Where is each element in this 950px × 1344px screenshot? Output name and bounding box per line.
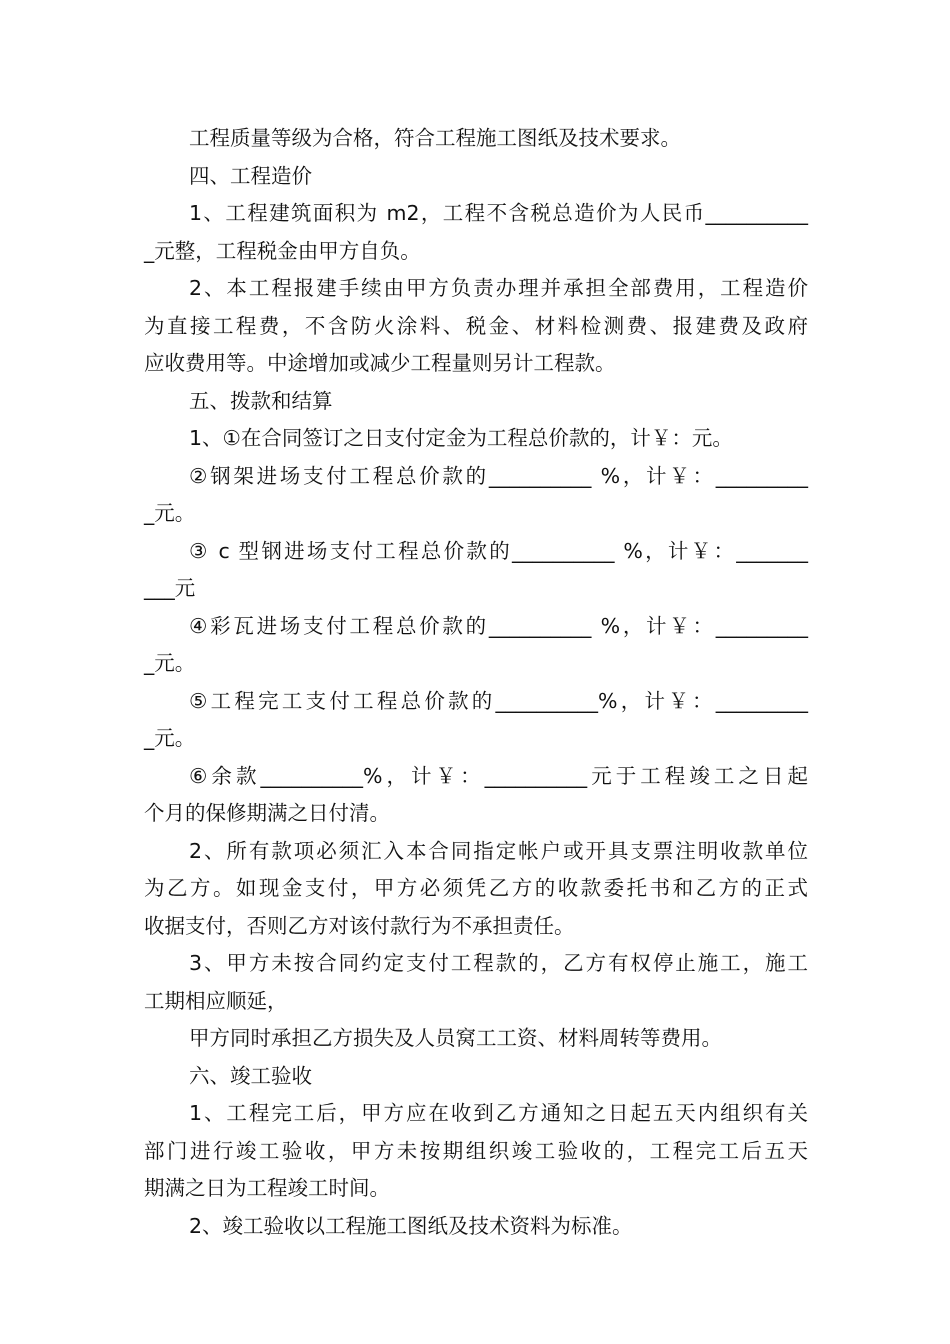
paragraph-line: ⑤工程完工支付工程总价款的__________%，计￥：_________ [189,688,808,713]
paragraph-line: _元整，工程税金由甲方自负。 [144,238,421,263]
section-heading-6: 六、竣工验收 [189,1063,312,1088]
paragraph-line: 个月的保修期满之日付清。 [144,801,390,825]
paragraph-line: 甲方同时承担乙方损失及人员窝工工资、材料周转等费用。 [189,1026,722,1050]
paragraph-line: ④彩瓦进场支付工程总价款的__________ %，计￥：_________ [189,613,808,638]
paragraph-line: _元。 [144,726,196,750]
paragraph-line: 部门进行竣工验收，甲方未按期组织竣工验收的，工程完工后五天 [144,1138,808,1163]
paragraph-line: 1、①在合同签订之日支付定金为工程总价款的，计￥：元。 [189,426,733,450]
paragraph-line: 1、工程建筑面积为 m2，工程不含税总造价为人民币__________ [189,201,808,225]
paragraph-line: 工期相应顺延， [144,988,288,1013]
paragraph-line: ___元 [144,576,196,600]
paragraph-line: 为直接工程费，不含防火涂料、税金、材料检测费、报建费及政府 [144,313,808,338]
paragraph-line: 收据支付，否则乙方对该付款行为不承担责任。 [144,913,575,938]
paragraph-line: _元。 [144,501,196,525]
paragraph-line: ②钢架进场支付工程总价款的__________ %，计￥：_________ [189,463,808,488]
paragraph-line: 应收费用等。中途增加或减少工程量则另计工程款。 [144,351,616,375]
paragraph-line: 2、所有款项必须汇入本合同指定帐户或开具支票注明收款单位 [189,838,808,863]
paragraph-line: 2、竣工验收以工程施工图纸及技术资料为标准。 [189,1213,633,1238]
paragraph-line: 3、甲方未按合同约定支付工程款的，乙方有权停止施工，施工 [189,951,808,975]
section-heading-5: 五、拨款和结算 [189,388,333,413]
paragraph-line: 1、工程完工后，甲方应在收到乙方通知之日起五天内组织有关 [189,1101,808,1125]
paragraph-line: 为乙方。如现金支付，甲方必须凭乙方的收款委托书和乙方的正式 [144,876,808,900]
document-body [144,120,808,1245]
paragraph-line: ⑥余款__________%，计￥：__________元于工程竣工之日起 [189,763,808,788]
paragraph-line: 期满之日为工程竣工时间。 [144,1176,390,1200]
paragraph-line: ③ c 型钢进场支付工程总价款的__________ %，计￥：_______ [189,538,808,563]
paragraph-line: 2、本工程报建手续由甲方负责办理并承担全部费用，工程造价 [189,276,808,300]
paragraph-quality: 工程质量等级为合格，符合工程施工图纸及技术要求。 [189,126,681,150]
section-heading-4: 四、工程造价 [189,163,312,188]
paragraph-line: _元。 [144,651,196,675]
